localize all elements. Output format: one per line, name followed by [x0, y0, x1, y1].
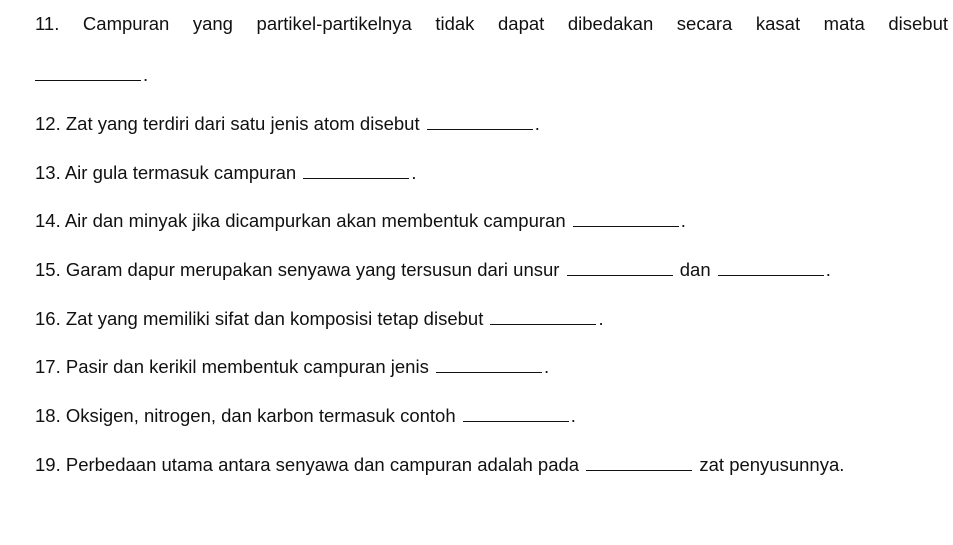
answer-blank[interactable] — [463, 409, 569, 422]
question-19 — [35, 454, 844, 476]
question-end: zat penyusunnya. — [699, 454, 845, 475]
question-number: 12. — [35, 113, 61, 134]
answer-blank[interactable] — [436, 360, 542, 373]
question-number: 11. — [35, 13, 60, 34]
question-number: 15. — [35, 259, 61, 280]
question-end: . — [825, 259, 831, 280]
answer-blank[interactable] — [490, 312, 596, 325]
question-end: . — [543, 356, 550, 377]
question-18 — [35, 405, 576, 427]
question-text: Garam dapur merupakan senyawa yang tersusun dari unsur — [65, 259, 560, 280]
question-text: Pasir dan kerikil membentuk campuran jenis — [65, 356, 429, 377]
question-13 — [35, 162, 416, 184]
question-number: 16. — [35, 308, 61, 329]
question-number: 17. — [35, 356, 61, 377]
answer-blank[interactable] — [573, 214, 679, 227]
answer-blank[interactable] — [303, 166, 409, 179]
question-text: Zat yang terdiri dari satu jenis atom disebut — [65, 113, 420, 134]
answer-blank[interactable] — [567, 263, 673, 276]
question-17 — [35, 356, 549, 378]
question-15 — [35, 259, 831, 281]
question-text: Zat yang memiliki sifat dan komposisi tetap disebut — [65, 308, 484, 329]
answer-blank[interactable] — [35, 68, 141, 81]
question-11 — [35, 13, 948, 35]
question-text: Perbedaan utama antara senyawa dan campuran adalah pada — [65, 454, 580, 475]
answer-blank[interactable] — [427, 117, 533, 130]
question-number: 19. — [35, 454, 61, 475]
question-connector: dan — [679, 259, 711, 280]
question-end: . — [411, 162, 417, 183]
answer-blank[interactable] — [718, 263, 824, 276]
answer-blank[interactable] — [586, 458, 692, 471]
question-16 — [35, 308, 604, 330]
question-end: . — [534, 113, 540, 134]
question-14 — [35, 210, 686, 232]
question-12 — [35, 113, 540, 135]
question-11-answer-line — [35, 64, 148, 86]
question-end: . — [680, 210, 686, 231]
question-text: Oksigen, nitrogen, dan karbon termasuk contoh — [65, 405, 456, 426]
question-end: . — [143, 64, 149, 85]
question-end: . — [570, 405, 576, 426]
question-number: 18. — [35, 405, 61, 426]
question-end: . — [598, 308, 604, 329]
question-text: Campuran yang partikel-partikelnya tidak dapat dibedakan secara kasat mata disebut — [82, 13, 949, 34]
question-text: Air gula termasuk campuran — [64, 162, 297, 183]
question-number: 13. — [35, 162, 61, 183]
question-number: 14. — [35, 210, 61, 231]
question-text: Air dan minyak jika dicampurkan akan membentuk campuran — [64, 210, 566, 231]
